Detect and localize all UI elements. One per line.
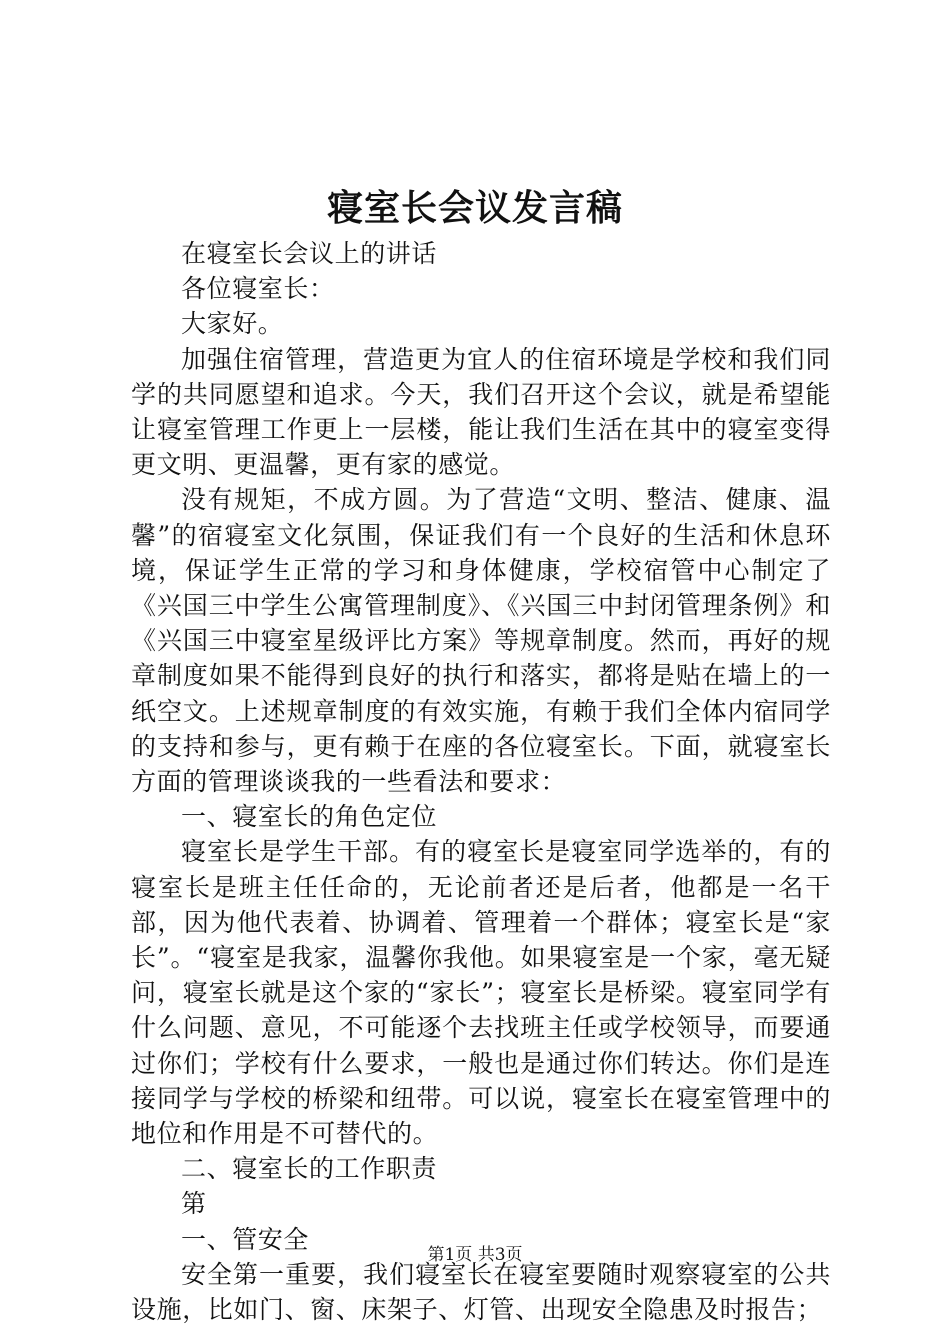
section-heading: 二、寝室长的工作职责 [181, 1154, 438, 1184]
paragraph: 各位寝室长： [181, 274, 335, 304]
paragraph: 第 [181, 1189, 207, 1219]
paragraph: 没有规矩，不成方圆。为了营造“文明、整洁、健康、温馨”的宿寝室文化氛围，保证我们有一个良好的生活和休息环境，保证学生正常的学习和身体健康，学校宿管中心制定了《兴国三中学生公寓管理制度》、《兴国三中封闭管理条例》和《兴国三中寝室星级评比方案》等规章制度。然而，再好的规章制度如果不能得到良好的执行和落实，都将是贴在墙上的一纸空文。上述规章制度的有效实施，有赖于我们全体内宿同学的支持和参与，更有赖于在座的各位寝室长。下面，就寝室长方面的管理谈谈我的一些看法和要求： [131, 485, 831, 797]
document-body [131, 236, 831, 1327]
paragraph: 大家好。 [181, 309, 284, 339]
paragraph: 加强住宿管理，营造更为宜人的住宿环境是学校和我们同学的共同愿望和追求。今天，我们召开这个会议，就是希望能让寝室管理工作更上一层楼，能让我们生活在其中的寝室变得更文明、更温馨，更有家的感觉。 [131, 344, 831, 480]
page-number-footer: 第1页 共3页 [427, 1245, 523, 1265]
subsection-heading: 一、管安全 [181, 1224, 310, 1254]
document-title: 寝室长会议发言稿 [326, 187, 623, 229]
section-heading: 一、寝室长的角色定位 [181, 802, 438, 832]
paragraph: 寝室长是学生干部。有的寝室长是寝室同学选举的，有的寝室长是班主任任命的，无论前者还是后者，他都是一名干部，因为他代表着、协调着、管理着一个群体；寝室长是“家长”。“寝室是我家，温馨你我他。如果寝室是一个家，毫无疑问，寝室长就是这个家的“家长”；寝室长是桥梁。寝室同学有什么问题、意见，不可能逐个去找班主任或学校领导，而要通过你们；学校有什么要求，一般也是通过你们转达。你们是连接同学与学校的桥梁和纽带。可以说，寝室长在寝室管理中的地位和作用是不可替代的。 [131, 837, 831, 1149]
paragraph: 在寝室长会议上的讲话 [181, 239, 438, 268]
paragraph: 安全第一重要，我们寝室长在寝室要随时观察寝室的公共设施，比如门、窗、床架子、灯管、出现安全隐患及时报告； [131, 1259, 831, 1325]
